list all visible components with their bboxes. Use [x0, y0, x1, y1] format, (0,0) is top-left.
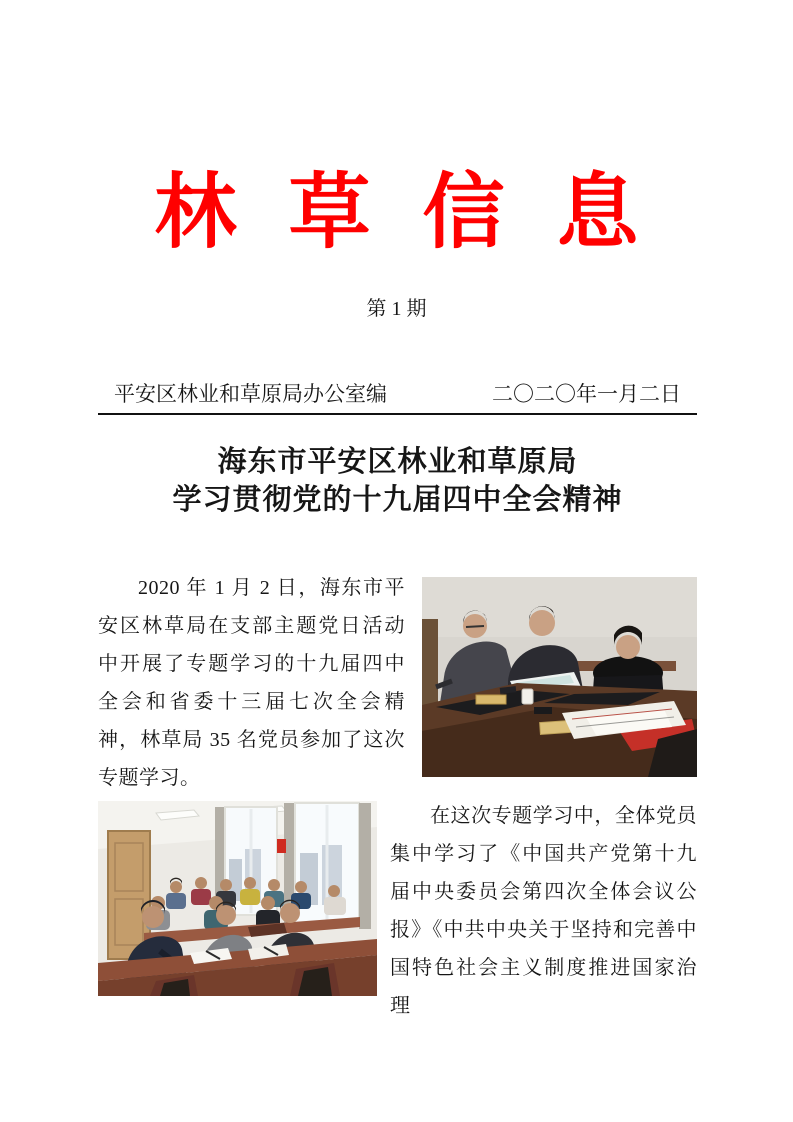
- masthead-title: 林草信息: [154, 167, 691, 258]
- article-body: [98, 569, 697, 1025]
- publication-info-row: [98, 381, 697, 408]
- article-title: [98, 443, 697, 519]
- publisher-credit: 平安区林业和草原局办公室编: [114, 383, 387, 406]
- issue-number: 第 1 期: [366, 298, 427, 320]
- leaders-reading-photo: [422, 577, 697, 777]
- publish-date: 二〇二〇年一月二日: [492, 383, 681, 406]
- masthead-rule: [98, 413, 697, 415]
- article-title-line2: 学习贯彻党的十九届四中全会精神: [172, 484, 623, 516]
- paragraph-1: 2020 年 1 月 2 日，海东市平安区林草局在支部主题党日活动中开展了专题学习的十九届四中全会和省委十三届七次全会精神，林草局 35 名党员参加了这次专题学习。: [98, 577, 405, 789]
- members-studying-photo: [98, 801, 377, 996]
- paragraph-2: 在这次专题学习中，全体党员集中学习了《中国共产党第十九届中央委员会第四次全体会议公报》《中共中央关于坚持和完善中国特色社会主义制度推进国家治理: [390, 805, 697, 1017]
- article-title-line1: 海东市平安区林业和草原局: [217, 446, 578, 478]
